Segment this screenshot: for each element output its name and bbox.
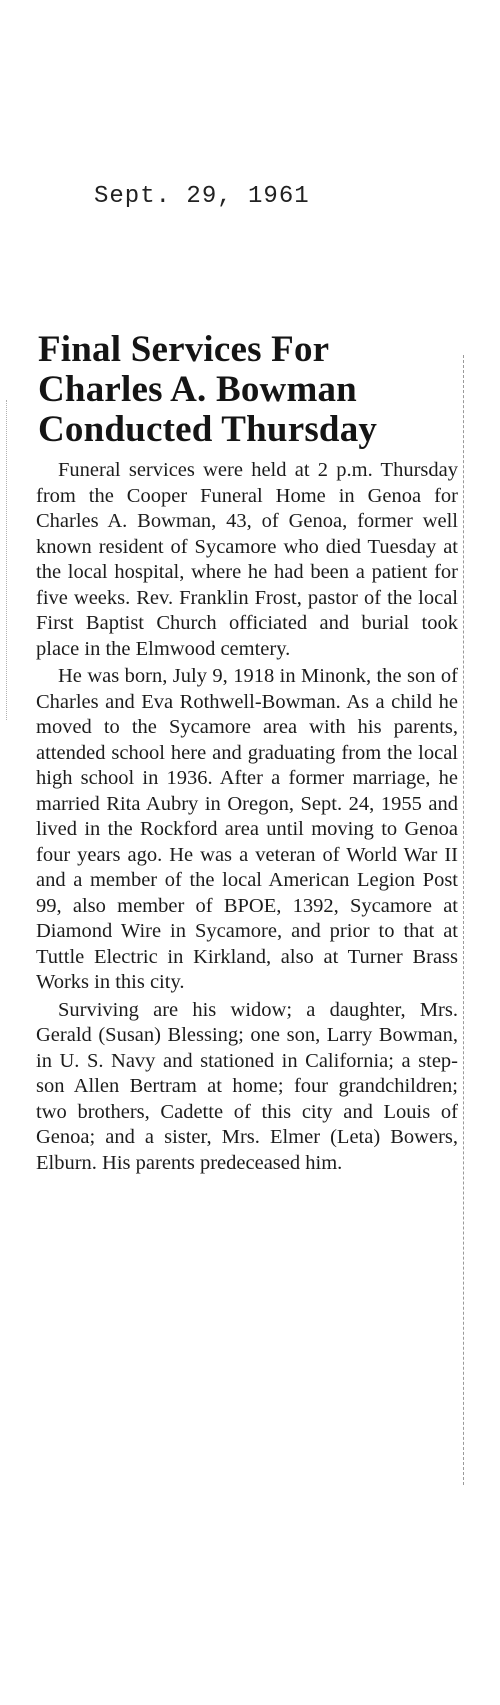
newspaper-clipping (30, 330, 458, 1178)
paragraph-survivors: Surviving are his widow; a daughter, Mrs. Gerald (Susan) Blessing; one son, Larry Bowman, in U. S. Navy and stationed in California; a step-son Allen Bertram at home; four grandchildren; two brothers, Cadette of this city and Louis of Genoa; and a sister, Mrs. Elmer (Leta) Bowers, Elburn. His parents predeceased him. (36, 998, 458, 1174)
article-body (30, 458, 458, 1176)
paragraph-biography: He was born, July 9, 1918 in Minonk, the son of Charles and Eva Rothwell-Bowman. As a child he moved to the Sycamore area with his parents, attended school here and graduating from the local high school in 1936. After a former marriage, he married Rita Aubry in Oregon, Sept. 24, 1955 and lived in the Rockford area until moving to Genoa four years ago. He was a veteran of World War II and a member of the local American Legion Post 99, also member of BPOE, 1392, Sycamore at Diamond Wire in Sycamore, and prior to that at Tuttle Electric in Kirkland, also at Turner Brass Works in this city. (36, 665, 458, 993)
article-headline (30, 330, 458, 450)
clipping-left-edge (6, 400, 8, 720)
paragraph-funeral-services: Funeral services were held at 2 p.m. Thursday from the Cooper Funeral Home in Genoa for Charles A. Bowman, 43, of Genoa, former well known resident of Sycamore who died Tuesday at the local hospital, where he had been a patient for five weeks. Rev. Franklin Frost, pastor of the local First Baptist Church officiated and burial took place in the Elmwood cemtery. (36, 459, 458, 660)
clipping-right-edge (463, 355, 465, 1485)
headline-line-1: Final Services For (38, 329, 330, 370)
headline-line-3: Conducted Thursday (38, 409, 378, 450)
date-stamp: Sept. 29, 1961 (94, 183, 310, 210)
headline-line-2: Charles A. Bowman (38, 369, 357, 410)
